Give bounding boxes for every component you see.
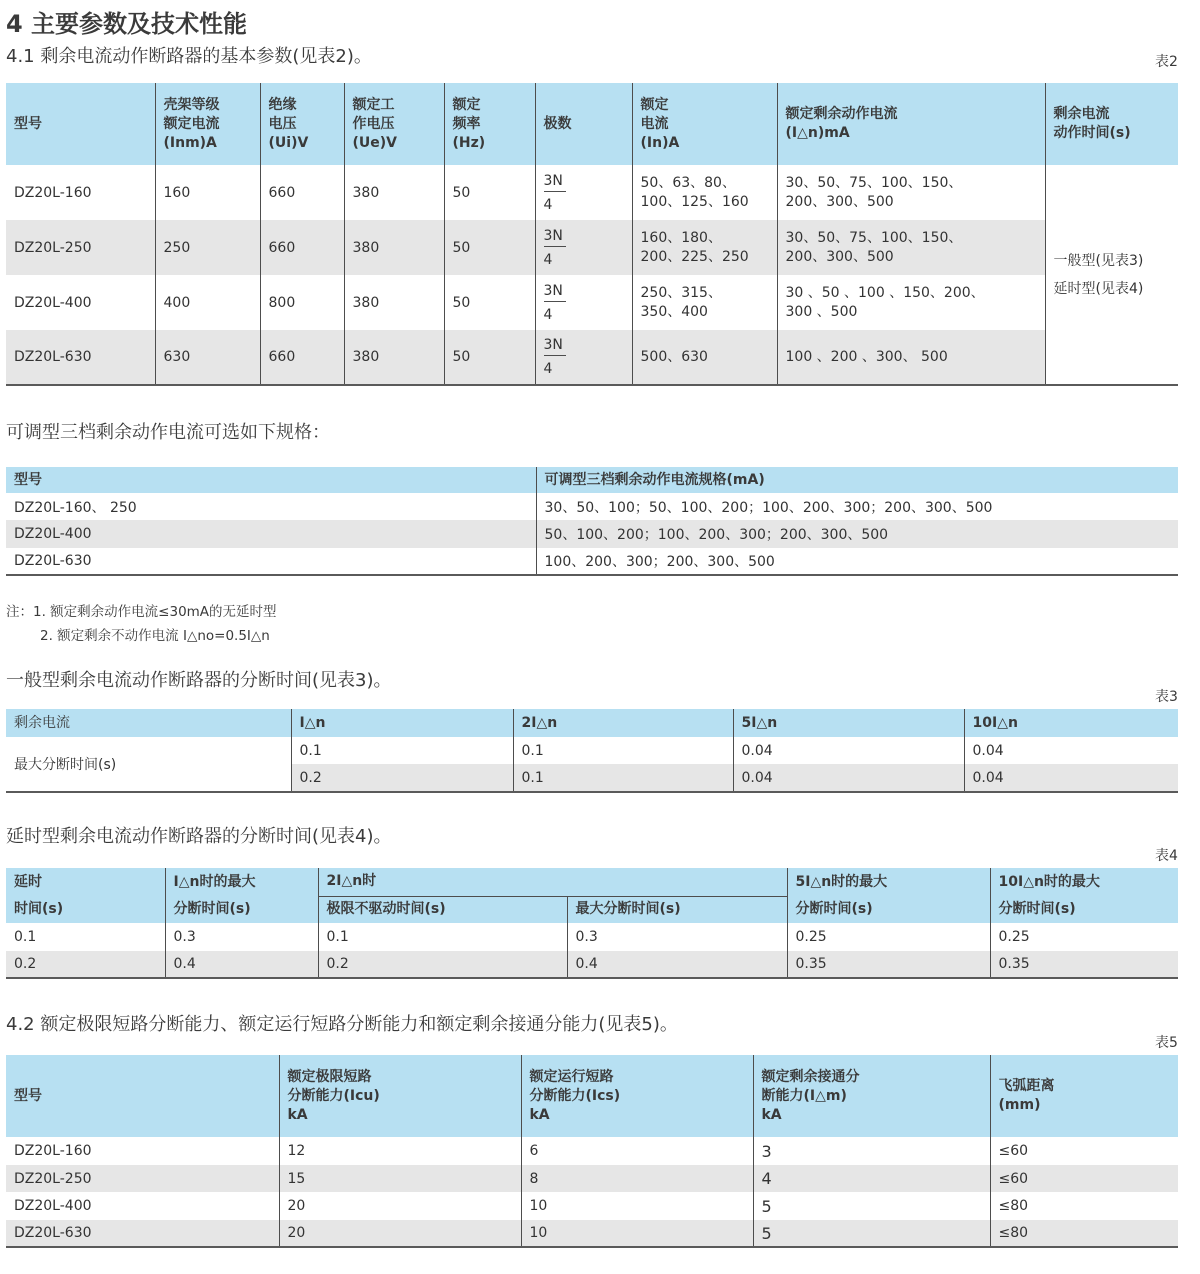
table-row: [6, 548, 1178, 575]
table2-header-model: [6, 83, 155, 165]
note-1: 注：1. 额定剩余动作电流≤30mA的无延时型: [6, 604, 277, 620]
poles-top: 3N: [544, 228, 566, 247]
table-cell: 380: [344, 330, 444, 385]
table5-header-ics: 额定运行短路 分断能力(Ics) kA: [521, 1055, 753, 1137]
table-cell: DZ20L-400: [6, 1192, 279, 1220]
table5-header-idm: 额定剩余接通分 断能力(I△m) kA: [753, 1055, 990, 1137]
table-cell: 50: [444, 165, 535, 220]
table-row: [6, 275, 1178, 330]
table2-header-hz: [444, 83, 535, 165]
table-cell: 30、50、100；50、100、200；100、200、300；200、300、500: [536, 493, 1178, 520]
adj-header-model: 型号: [6, 467, 536, 493]
table2-header-idn: [777, 83, 1045, 165]
table-cell: ≤80: [990, 1220, 1178, 1247]
table4: [6, 868, 1178, 979]
table-cell: DZ20L-160、 250: [6, 493, 536, 520]
table2-header-label: 壳架等级 额定电流 (Inm)A: [163, 96, 220, 151]
table2-header-label: 型号: [14, 115, 42, 132]
table-cell: 6: [521, 1137, 753, 1165]
table-cell: 50: [444, 220, 535, 275]
table5-header-row: [6, 1055, 1178, 1137]
poles-bottom: 4: [543, 306, 553, 323]
table5-header-icu: 额定极限短路 分断能力(Icu) kA: [279, 1055, 521, 1137]
table2-header-label: 绝缘 电压 (Ui)V: [268, 96, 309, 151]
table-row: [6, 493, 1178, 520]
table-cell: 630: [155, 330, 260, 385]
table-cell: DZ20L-160: [6, 1137, 279, 1165]
table-row: [6, 951, 1178, 978]
poles-bottom: 4: [543, 196, 553, 213]
table-cell: 30、50、75、100、150、 200、300、500: [777, 165, 1045, 220]
table-cell: 0.3: [567, 923, 787, 951]
table2-header-label: 极数: [543, 115, 572, 132]
table2-header-in: [632, 83, 777, 165]
poles-bottom: 4: [543, 361, 553, 377]
table-cell: 50: [444, 330, 535, 385]
table-cell: 10: [521, 1220, 753, 1247]
section-title: 4 主要参数及技术性能: [6, 10, 248, 38]
table2-header-label: 剩余电流 动作时间(s): [1053, 106, 1131, 141]
table-cell: 15: [279, 1165, 521, 1192]
table-cell: 380: [344, 165, 444, 220]
table-cell: DZ20L-160: [6, 165, 155, 220]
table-cell: 0.4: [165, 951, 318, 978]
table3-header-2: 2I△n: [513, 709, 733, 737]
table3-title: 一般型剩余电流动作断路器的分断时间(见表3)。: [6, 670, 392, 691]
table-row: [6, 520, 1178, 548]
table-cell: 4: [753, 1165, 990, 1192]
table-cell: 660: [260, 220, 344, 275]
table-cell: 0.2: [291, 764, 513, 792]
table-cell: 660: [260, 330, 344, 385]
table-cell: 30 、50 、100 、150、200、 300 、500: [777, 275, 1045, 330]
table-cell: DZ20L-630: [6, 1220, 279, 1247]
table-cell: 8: [521, 1165, 753, 1192]
table-cell: DZ20L-250: [6, 1165, 279, 1192]
table3: [6, 709, 1178, 793]
table-cell: 10: [521, 1192, 753, 1220]
table5-title: 4.2 额定极限短路分断能力、额定运行短路分断能力和额定剩余接通分能力(见表5)。: [6, 1014, 678, 1035]
table-cell: DZ20L-400: [6, 520, 536, 548]
poles-cell: [535, 165, 632, 220]
poles-bottom: 4: [543, 251, 553, 268]
table-cell: 0.25: [990, 923, 1178, 951]
table-cell: 0.04: [964, 764, 1178, 792]
table-cell: 100 、200 、300、 500: [777, 330, 1045, 385]
table-cell: 50: [444, 275, 535, 330]
table-row: [6, 737, 1178, 764]
table3-header-residual: 剩余电流: [6, 709, 291, 737]
adj-header-spec: 可调型三档剩余动作电流规格(mA): [536, 467, 1178, 493]
table-cell: 250: [155, 220, 260, 275]
table5: [6, 1055, 1178, 1248]
table2-header-row: [6, 83, 1178, 165]
table-row: [6, 1192, 1178, 1220]
table4-header-10idn: 10I△n时的最大 分断时间(s): [990, 868, 1178, 923]
table-cell: DZ20L-630: [6, 330, 155, 385]
table-cell: 5: [753, 1220, 990, 1247]
table-cell: 0.1: [6, 923, 165, 951]
table-cell: 400: [155, 275, 260, 330]
adjustable-table: [6, 467, 1178, 576]
poles-top: 3N: [544, 337, 566, 356]
table5-header-model: 型号: [6, 1055, 279, 1137]
table-row: [6, 1165, 1178, 1192]
table-cell: 500、630: [632, 330, 777, 385]
table-cell: DZ20L-400: [6, 275, 155, 330]
table2: [6, 83, 1178, 386]
table-cell: 660: [260, 165, 344, 220]
table-cell: 0.25: [787, 923, 990, 951]
adj-header-row: [6, 467, 1178, 493]
table-cell: 800: [260, 275, 344, 330]
table-cell: ≤60: [990, 1165, 1178, 1192]
table2-header-label: 额定工 作电压 (Ue)V: [352, 96, 397, 151]
table4-label: 表4: [1155, 848, 1178, 864]
table-cell: 5: [753, 1192, 990, 1220]
table3-header-5: 5I△n: [733, 709, 964, 737]
table5-label: 表5: [1155, 1035, 1178, 1051]
table-cell: 0.2: [6, 951, 165, 978]
table2-header-ui: [260, 83, 344, 165]
table-cell: 0.35: [787, 951, 990, 978]
table-cell: 0.1: [291, 737, 513, 764]
table2-header-poles: [535, 83, 632, 165]
table2-intro: 4.1 剩余电流动作断路器的基本参数(见表2)。: [6, 46, 372, 67]
table-cell: 0.4: [567, 951, 787, 978]
table-row: [6, 1220, 1178, 1247]
table-cell: 20: [279, 1220, 521, 1247]
table-cell: 0.1: [513, 764, 733, 792]
table-cell: 50、63、80、 100、125、160: [632, 165, 777, 220]
poles-cell: [535, 275, 632, 330]
table-cell: 0.35: [990, 951, 1178, 978]
table-cell: 20: [279, 1192, 521, 1220]
table3-header-1: I△n: [291, 709, 513, 737]
table4-header-2idn-max: 最大分断时间(s): [567, 896, 787, 923]
table-cell: 160、180、 200、225、250: [632, 220, 777, 275]
table-cell: ≤80: [990, 1192, 1178, 1220]
table-cell: 0.04: [964, 737, 1178, 764]
table-cell: 0.1: [513, 737, 733, 764]
table-cell: 12: [279, 1137, 521, 1165]
adjustable-title: 可调型三档剩余动作电流可选如下规格：: [6, 422, 330, 443]
table-cell: 0.04: [733, 737, 964, 764]
table2-header-label: 额定 电流 (In)A: [640, 96, 680, 151]
table-cell: 100、200、300；200、300、500: [536, 548, 1178, 575]
table-cell: 0.1: [318, 923, 567, 951]
table3-label: 表3: [1155, 689, 1178, 705]
table-cell: 50、100、200；100、200、300；200、300、500: [536, 520, 1178, 548]
table4-header-2idn: 2I△n时: [318, 868, 787, 896]
poles-top: 3N: [544, 173, 566, 192]
table4-header-5idn: 5I△n时的最大 分断时间(s): [787, 868, 990, 923]
table-cell: 0.3: [165, 923, 318, 951]
table2-label: 表2: [1155, 54, 1178, 70]
table4-title: 延时型剩余电流动作断路器的分断时间(见表4)。: [6, 826, 392, 847]
table2-header-ue: [344, 83, 444, 165]
table-cell: DZ20L-250: [6, 220, 155, 275]
table2-header-label: 额定 频率 (Hz): [452, 96, 486, 151]
table-cell: 30、50、75、100、150、 200、300、500: [777, 220, 1045, 275]
table-cell: 160: [155, 165, 260, 220]
table-cell: ≤60: [990, 1137, 1178, 1165]
note-2: 2. 额定剩余不动作电流 I△no=0.5I△n: [40, 628, 270, 644]
table-cell: 380: [344, 220, 444, 275]
table3-header-10: 10I△n: [964, 709, 1178, 737]
poles-cell: [535, 220, 632, 275]
table4-header-idn: I△n时的最大 分断时间(s): [165, 868, 318, 923]
action-time-cell: 一般型(见表3) 延时型(见表4): [1045, 165, 1178, 385]
table-cell: 250、315、 350、400: [632, 275, 777, 330]
table-row: [6, 1137, 1178, 1165]
table5-header-arc: 飞弧距离 (mm): [990, 1055, 1178, 1137]
table2-header-inm: [155, 83, 260, 165]
table-cell: 3: [753, 1137, 990, 1165]
table-cell: 0.04: [733, 764, 964, 792]
table-cell: 380: [344, 275, 444, 330]
table-row: [6, 220, 1178, 275]
table-row: [6, 923, 1178, 951]
table-cell: DZ20L-630: [6, 548, 536, 575]
table4-header-2idn-limit: 极限不驱动时间(s): [318, 896, 567, 923]
table-cell: 0.2: [318, 951, 567, 978]
table4-header-delay: 延时 时间(s): [6, 868, 165, 923]
poles-top: 3N: [544, 283, 566, 302]
table3-header-row: [6, 709, 1178, 737]
poles-cell: [535, 330, 632, 385]
table3-row-label: 最大分断时间(s): [6, 737, 291, 792]
table2-header-time: [1045, 83, 1178, 165]
table-row: [6, 330, 1178, 385]
table4-header-row-1: [6, 868, 1178, 896]
table-row: [6, 165, 1178, 220]
table2-header-label: 额定剩余动作电流 (I△n)mA: [785, 106, 898, 141]
